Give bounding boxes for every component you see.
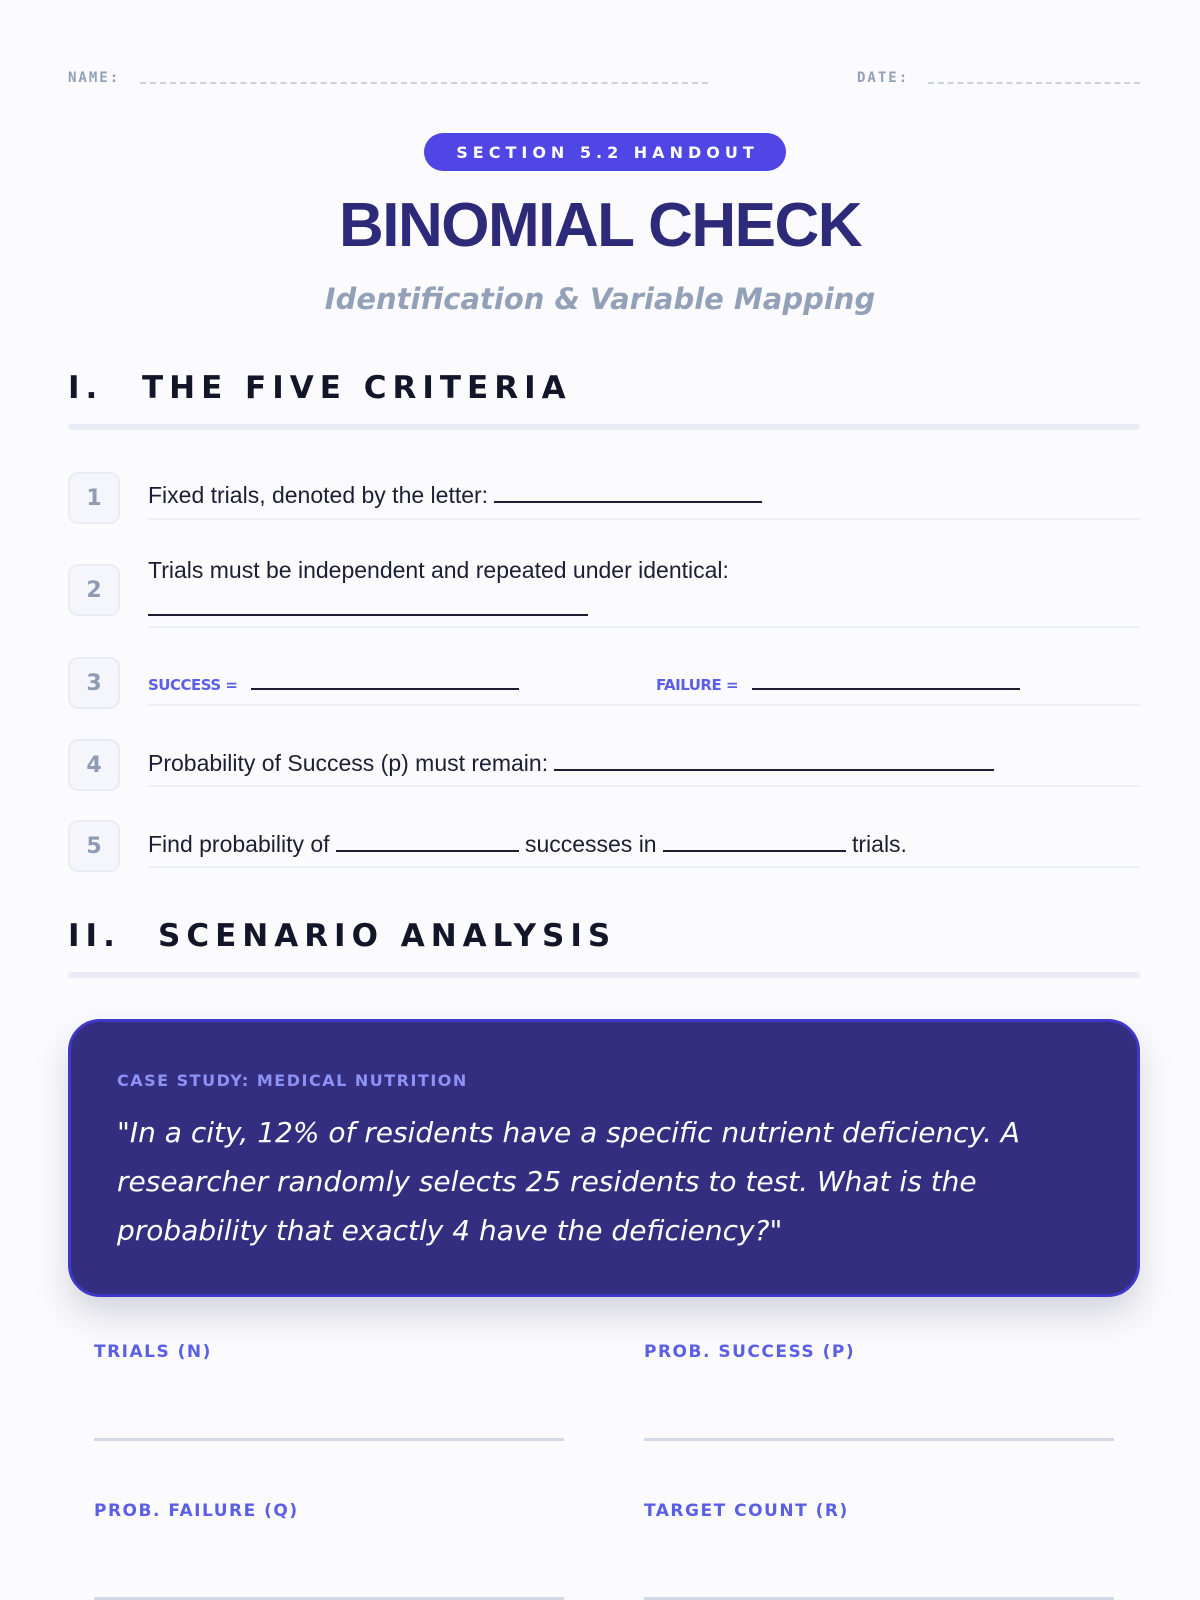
section-title: THE FIVE CRITERIA [142,370,572,406]
case-study-label: CASE STUDY: MEDICAL NUTRITION [117,1071,468,1090]
section-heading-criteria [68,370,572,406]
criterion-number: 4 [68,739,120,791]
case-study-card [68,1019,1140,1297]
criterion-text [148,551,1140,627]
criterion-1 [68,472,1140,532]
section-numeral: II. [68,918,121,954]
prob-success-field[interactable] [644,1342,1114,1442]
date-label: DATE: [857,70,910,86]
criterion-number: 3 [68,657,120,709]
answer-blank[interactable] [148,596,588,616]
answer-blank[interactable] [494,483,762,503]
field-label: TARGET COUNT (R) [644,1501,849,1521]
criterion-text [148,744,1140,782]
criterion-prompt: successes in [524,831,657,857]
criterion-text [148,476,1140,514]
criterion-text [656,663,1140,704]
answer-blank[interactable] [554,751,994,771]
field-line [94,1438,564,1441]
page-subtitle: Identification & Variable Mapping [324,282,876,316]
date-field[interactable] [928,82,1140,84]
criterion-prompt: Fixed trials, denoted by the letter: [148,482,489,508]
section-numeral: I. [68,370,104,406]
field-line [644,1438,1114,1441]
trials-blank[interactable] [663,832,846,852]
criterion-divider [148,785,1140,787]
criterion-5 [68,820,1140,876]
failure-blank[interactable] [752,670,1020,690]
target-count-field[interactable] [644,1501,1114,1600]
criterion-number: 5 [68,820,120,872]
criterion-divider [148,626,1140,628]
trials-n-field[interactable] [94,1342,564,1442]
page-title: BINOMIAL CHECK [338,191,862,260]
section-badge: SECTION 5.2 HANDOUT [424,133,786,171]
criterion-prompt: Trials must be independent and repeated under identical: [148,557,729,583]
section-heading-scenario [68,918,616,954]
field-label: TRIALS (N) [94,1342,212,1362]
section-divider [68,972,1140,978]
criterion-divider [148,704,1140,706]
failure-label: FAILURE = [656,676,739,694]
criterion-3 [68,657,1140,713]
success-blank[interactable] [251,670,519,690]
name-label: NAME: [68,70,121,86]
criterion-number: 1 [68,472,120,524]
criterion-4 [68,739,1140,795]
success-label: SUCCESS = [148,676,238,694]
criterion-text [148,825,1140,863]
name-date-row [68,66,1132,88]
field-label: PROB. FAILURE (Q) [94,1501,299,1521]
prob-failure-field[interactable] [94,1501,564,1600]
criterion-divider [148,518,1140,520]
case-study-quote: "In a city, 12% of residents have a specific nutrient deficiency. A researcher randomly selects 25 residents to test. What is the probability that exactly 4 have the deficiency?" [117,1116,1020,1247]
name-field[interactable] [140,82,708,84]
criterion-2 [68,548,1140,628]
criterion-prompt: trials. [852,831,907,857]
criterion-prompt: Find probability of [148,831,330,857]
criterion-number: 2 [68,564,120,616]
successes-blank[interactable] [336,832,519,852]
criterion-divider [148,866,1140,868]
criterion-prompt: Probability of Success (p) must remain: [148,750,549,776]
section-title: SCENARIO ANALYSIS [158,918,617,954]
section-divider [68,424,1140,430]
field-label: PROB. SUCCESS (P) [644,1342,856,1362]
